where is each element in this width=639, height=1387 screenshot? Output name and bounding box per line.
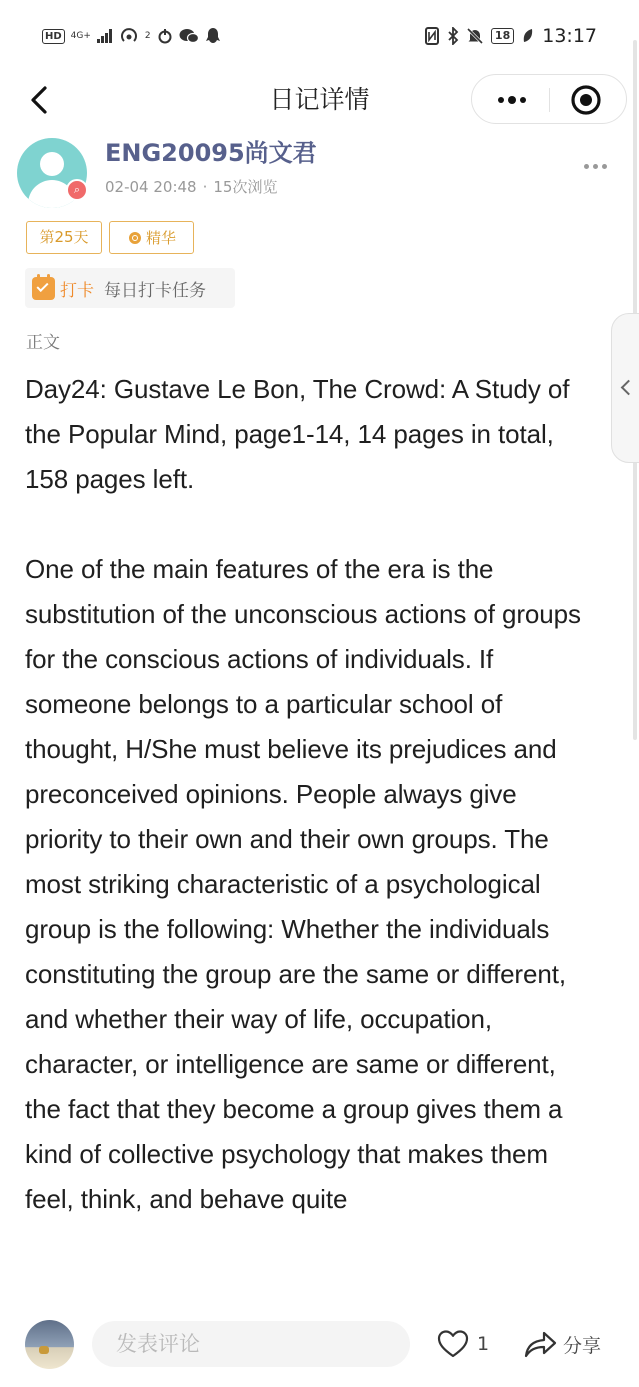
close-target-icon <box>569 83 603 117</box>
nav-bar <box>0 72 639 128</box>
back-icon <box>22 82 58 118</box>
back-button[interactable] <box>22 82 58 118</box>
signal-icon <box>97 29 113 43</box>
hd-badge: HD <box>42 29 65 44</box>
share-icon <box>524 1330 558 1358</box>
status-bar <box>0 0 639 72</box>
comment-input[interactable] <box>92 1321 410 1367</box>
heart-icon <box>437 1329 469 1359</box>
view-count: 15次浏览 <box>213 178 278 196</box>
nfc-icon <box>425 27 439 45</box>
leaf-icon <box>522 28 534 44</box>
section-label: 正文 <box>26 333 60 353</box>
more-icon <box>508 96 516 104</box>
battery-indicator: 18 <box>491 28 514 44</box>
mute-icon <box>467 27 483 45</box>
more-button[interactable] <box>482 75 542 125</box>
more-icon <box>498 97 504 103</box>
calendar-check-icon <box>32 277 55 300</box>
status-right-icons <box>425 24 597 48</box>
content-paragraph: Day24: Gustave Le Bon, The Crowd: A Study of the Popular Mind, page1-14, 14 pages in total, 158 pages left. <box>25 374 570 494</box>
current-user-avatar <box>25 1320 74 1369</box>
clock: 13:17 <box>542 25 597 47</box>
overflow-dots-icon <box>584 164 589 169</box>
essence-label: 精华 <box>145 228 176 247</box>
sync-icon <box>157 28 173 44</box>
like-count: 1 <box>477 1333 490 1355</box>
avatar-badge-icon: ⌕ <box>66 179 88 201</box>
diary-content <box>25 367 585 1304</box>
day-tag: 第25天 <box>26 221 102 254</box>
hotspot-count: 2 <box>144 30 151 41</box>
side-drawer-handle[interactable] <box>611 313 639 463</box>
essence-tag <box>109 221 194 254</box>
share-button[interactable] <box>524 1324 601 1364</box>
flower-icon <box>127 230 143 246</box>
share-label: 分享 <box>563 1334 602 1357</box>
post-more-button[interactable] <box>578 154 612 178</box>
chevron-left-icon <box>621 380 637 396</box>
network-label: 4G+ <box>70 30 91 41</box>
bluetooth-icon <box>447 27 459 45</box>
hotspot-icon <box>119 27 139 45</box>
more-icon <box>520 97 526 103</box>
bottom-action-bar <box>0 1306 639 1387</box>
close-miniapp-button[interactable] <box>569 83 603 117</box>
miniapp-capsule <box>471 74 627 124</box>
status-left-icons <box>42 24 221 48</box>
checkin-task-chip[interactable] <box>25 268 235 308</box>
like-button[interactable] <box>437 1324 489 1364</box>
post-date: 02-04 20:48 <box>105 178 197 196</box>
checkin-task-name: 每日打卡任务 <box>104 280 206 301</box>
author-name[interactable]: ENG20095尚文君 <box>105 139 317 167</box>
capsule-divider <box>549 88 550 112</box>
post-meta: 02-04 20:48 · 15次浏览 <box>105 178 278 196</box>
wechat-icon <box>179 28 199 44</box>
page-title: 日记详情 <box>269 85 370 114</box>
content-paragraph: One of the main features of the era is the substitution of the unconscious actions of groups for the conscious actions of individuals. If someone belongs to a particular school of thought, H/She must believe its prejudices and preconceived opinions. People always give priority to their own and their own groups. The most striking characteristic of a psychological group is the following: Whether the individuals constituting the group are the same or different, and whether their way of life, occupation, character, or intelligence are same or different, the fact that they become a group gives them a kind of collective psychology that makes them feel, think, and behave quite <box>25 554 581 1214</box>
qq-icon <box>205 27 221 45</box>
checkin-label: 打卡 <box>60 280 94 301</box>
